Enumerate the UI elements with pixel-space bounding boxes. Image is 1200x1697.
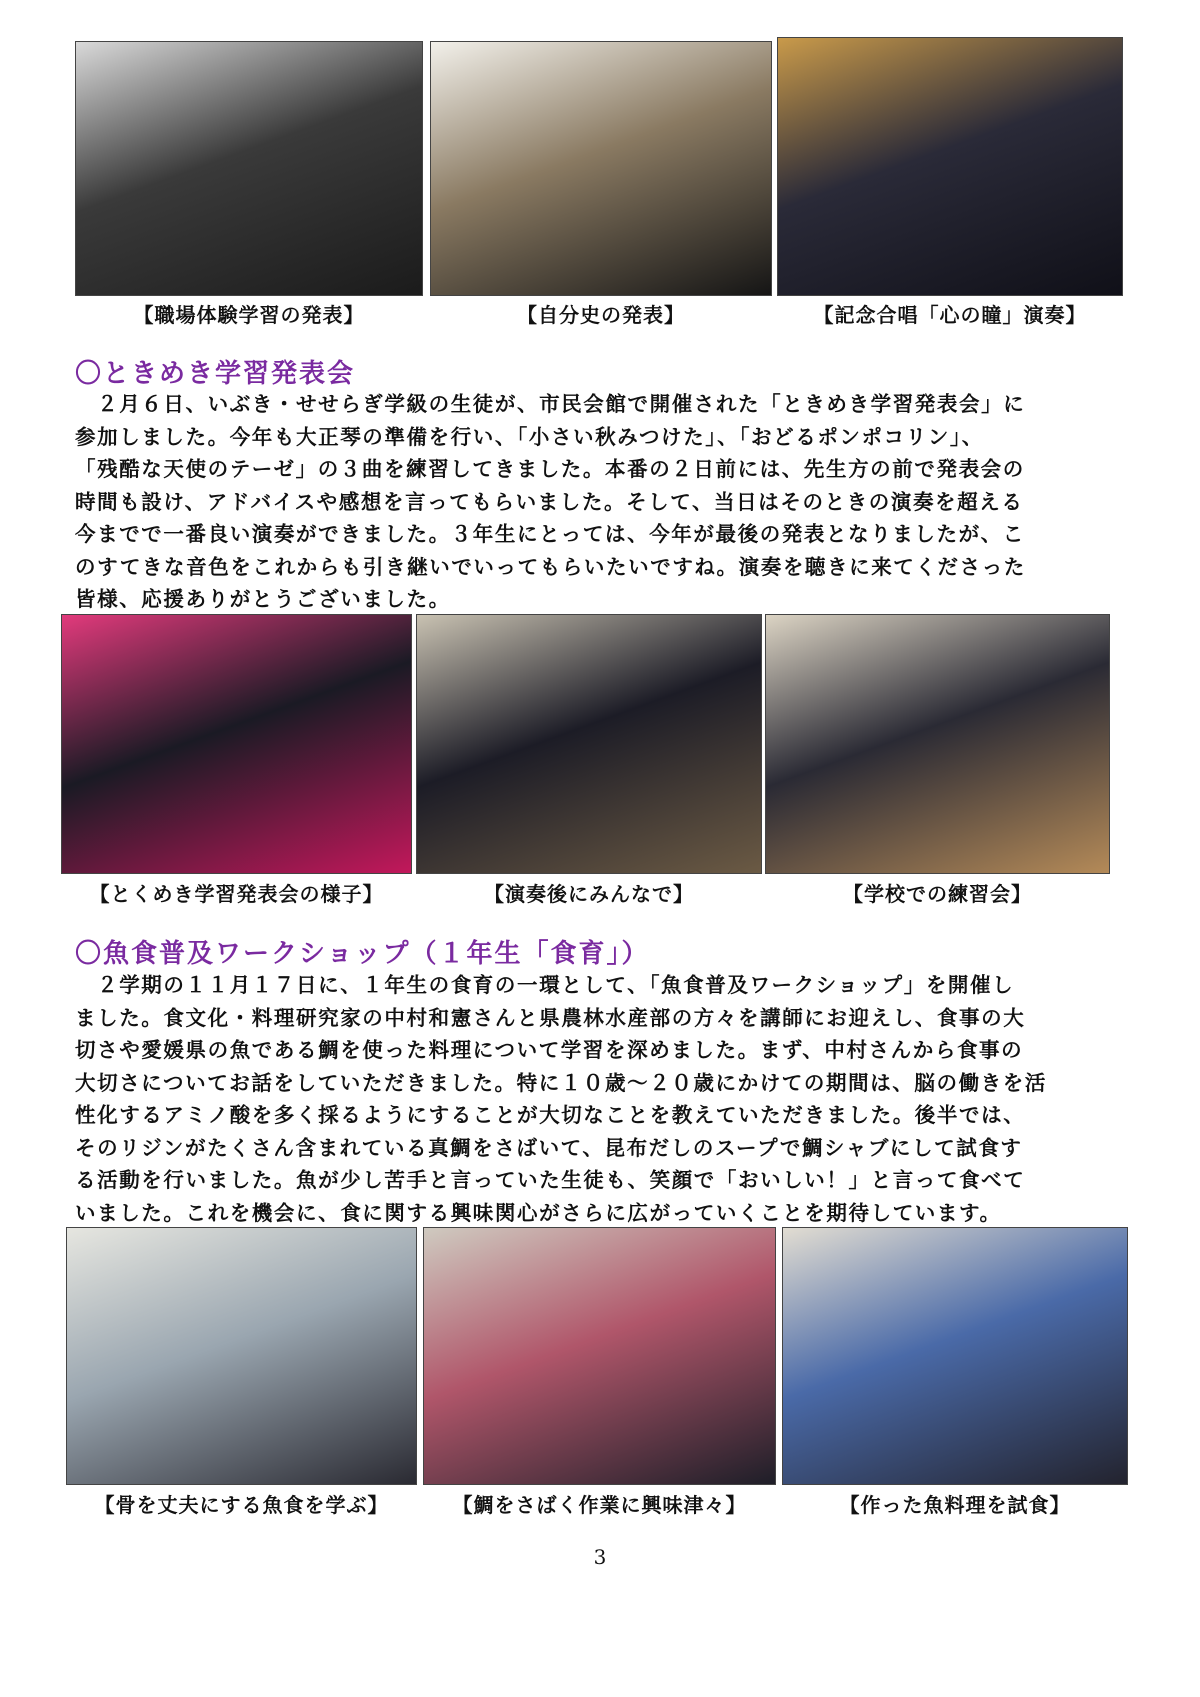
school-practice-photo [765,614,1110,874]
section-heading: 〇ときめき学習発表会 [75,359,356,389]
fish-lecture-photo [66,1227,417,1485]
photo-caption: 【演奏後にみんなで】 [484,882,694,906]
workplace-presentation-photo [75,41,423,296]
body-line: る活動を行いました。魚が少し苦手と言っていた生徒も、笑顔で「おいしい！」と言って食べて [75,1168,1026,1192]
body-line: 切さや愛媛県の魚である鯛を使った料理について学習を深めました。まず、中村さんから食事の [75,1038,1024,1062]
page-number: 3 [593,1545,607,1569]
photo-caption: 【職場体験学習の発表】 [133,303,365,327]
section-body [75,388,1135,616]
body-line: 参加しました。今年も大正琴の準備を行い、「小さい秋みつけた」、「おどるポンポコリン」、 [75,424,984,449]
self-history-presentation-photo [430,41,772,296]
section-body [75,969,1135,1229]
body-line: 性化するアミノ酸を多く採るようにすることが大切なことを教えていただきました。後半では、 [75,1103,1026,1127]
photo-caption: 【自分史の発表】 [517,303,685,327]
photo-caption: 【鯛をさばく作業に興味津々】 [452,1493,747,1517]
section-heading: 〇魚食普及ワークショップ（１年生「食育」） [75,939,650,969]
tokimeki-event-photo [61,614,412,874]
memorial-chorus-photo [777,37,1123,296]
body-line: ２学期の１１月１７日に、１年生の食育の一環として、「魚食普及ワークショップ」を開催し [75,973,1015,997]
body-line: 「残酷な天使のテーゼ」の３曲を練習してきました。本番の２日前には、先生方の前で発表会の [75,457,1025,481]
photo-caption: 【作った魚料理を試食】 [839,1493,1071,1517]
photo-caption: 【学校での練習会】 [843,882,1032,906]
photo-caption: 【骨を丈夫にする魚食を学ぶ】 [94,1493,389,1517]
body-line: 今までで一番良い演奏ができました。３年生にとっては、今年が最後の発表となりましたが、こ [75,522,1025,546]
body-line: ２月６日、いぶき・せせらぎ学級の生徒が、市民会館で開催された「ときめき学習発表会」に [75,392,1026,416]
body-line: ました。食文化・料理研究家の中村和憲さんと県農林水産部の方々を講師にお迎えし、食事の大 [75,1005,1026,1030]
body-line: 時間も設け、アドバイスや感想を言ってもらいました。そして、当日はそのときの演奏を超える [75,489,1024,514]
photo-caption: 【とくめき学習発表会の様子】 [89,882,384,906]
body-line: いました。これを機会に、食に関する興味関心がさらに広がっていくことを期待しています。 [75,1200,1002,1225]
body-line: 皆様、応援ありがとうございました。 [75,587,451,611]
tasting-photo [782,1227,1128,1485]
body-line: 大切さについてお話をしていただきました。特に１０歳～２０歳にかけての期間は、脳の働きを活 [75,1070,1047,1095]
fish-filleting-photo [423,1227,776,1485]
after-performance-group-photo [416,614,762,874]
body-line: のすてきな音色をこれからも引き継いでいってもらいたいですね。演奏を聴きに来てくださった [75,554,1026,579]
body-line: そのリジンがたくさん含まれている真鯛をさばいて、昆布だしのスープで鯛シャブにして試食す [75,1135,1023,1160]
photo-caption: 【記念合唱「心の瞳」演奏】 [813,303,1087,327]
